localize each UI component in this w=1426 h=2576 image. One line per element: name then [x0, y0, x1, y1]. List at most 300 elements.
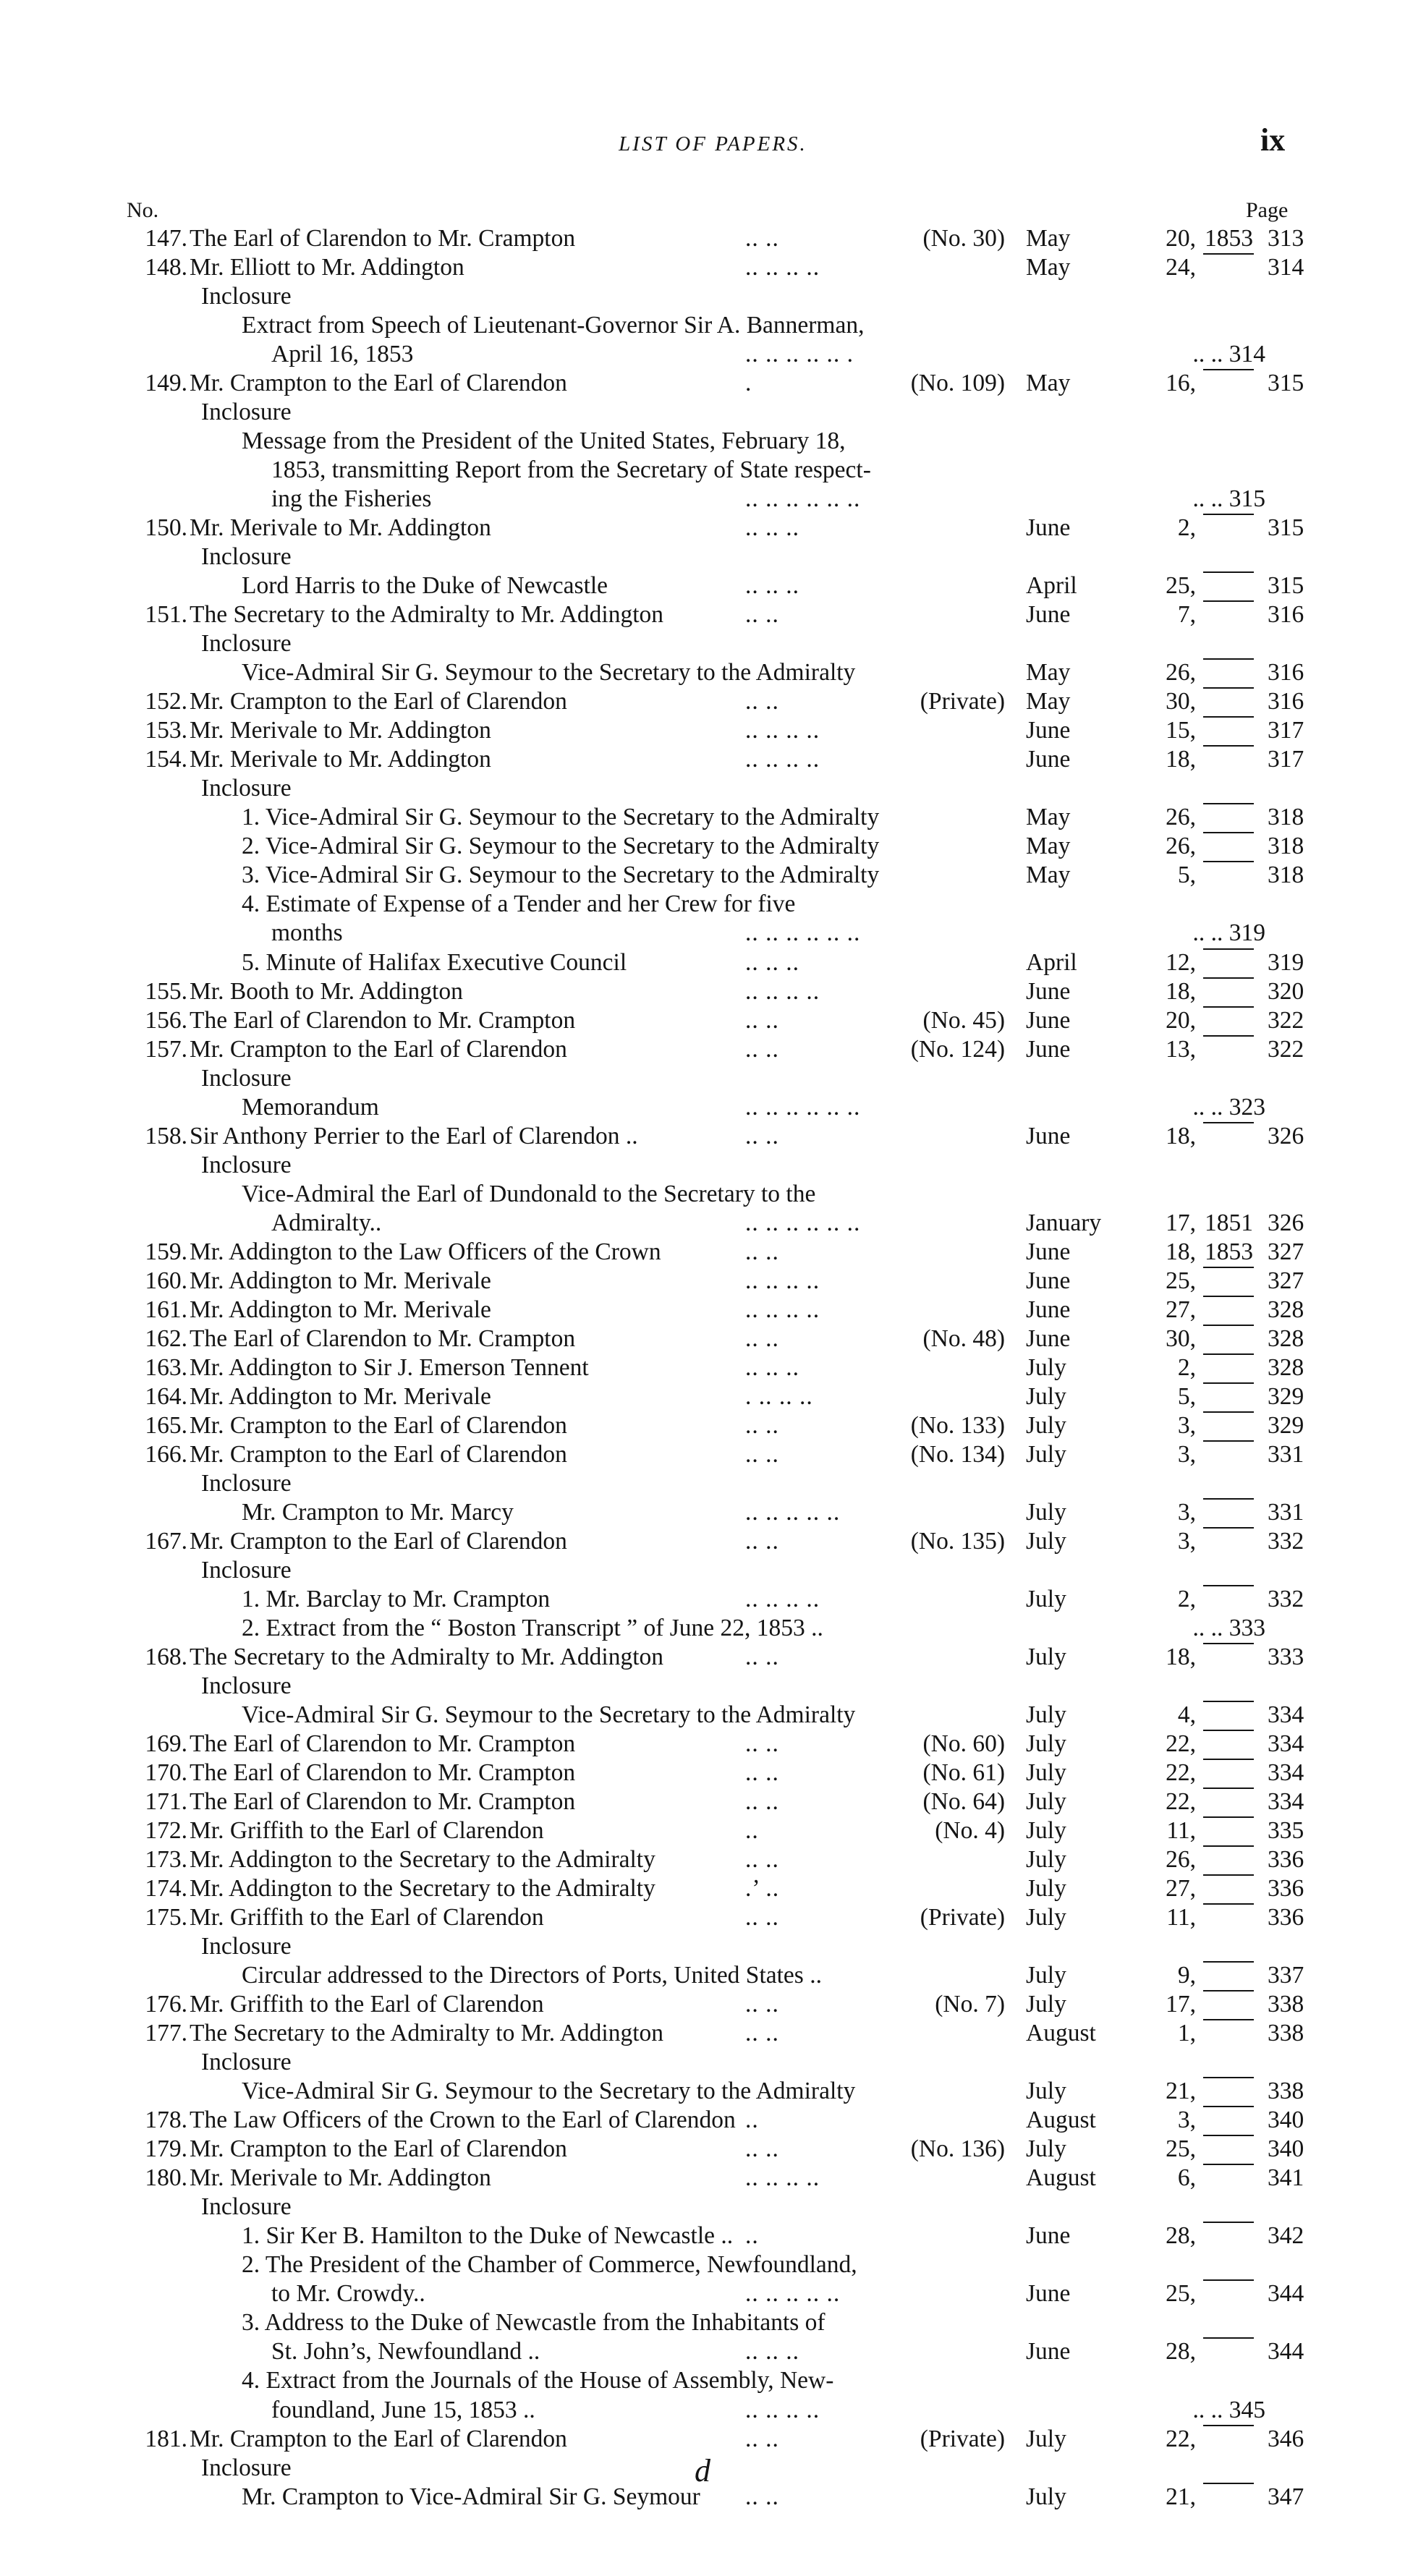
- leader-dots: .. ..: [745, 2425, 779, 2452]
- paper-sub-entry: [0, 485, 1426, 514]
- paper-sub-entry: [0, 1961, 1426, 1990]
- paper-sub-entry: [0, 1556, 1426, 1585]
- entry-number: 169.: [145, 1730, 187, 1758]
- paper-sub-entry: [0, 456, 1426, 485]
- entry-number: 157.: [145, 1035, 187, 1063]
- entry-text: ing the Fisheries: [271, 485, 432, 513]
- dispatch-ref: (No. 48): [922, 1325, 1005, 1352]
- leader-dots: .. ..: [745, 1440, 779, 1468]
- entry-text: The Earl of Clarendon to Mr. Crampton: [190, 1006, 576, 1034]
- entry-text: Vice-Admiral Sir G. Seymour to the Secretary to the Admiralty: [242, 1701, 856, 1729]
- paper-entry: [0, 369, 1426, 398]
- paper-sub-entry: [0, 2483, 1426, 2512]
- leader-dots: . .. .. ..: [745, 1382, 813, 1410]
- leader-dots: .. ..: [745, 1788, 779, 1816]
- entry-page: 336: [1268, 1875, 1304, 1903]
- entry-day: 2,: [1177, 514, 1196, 542]
- entry-page: 332: [1268, 1585, 1304, 1612]
- entry-month: July: [1026, 1585, 1066, 1612]
- entry-month: July: [1026, 1904, 1066, 1931]
- paper-sub-entry: [0, 571, 1426, 600]
- leader-dots: .. ..: [745, 2135, 779, 2163]
- ditto-dash: [1203, 600, 1254, 602]
- ditto-dash: [1203, 687, 1254, 689]
- entry-day: 24,: [1166, 254, 1196, 281]
- entry-text: Mr. Addington to Mr. Merivale: [190, 1296, 491, 1323]
- leader-dots: .. .. .. .. .. ..: [745, 1209, 861, 1236]
- entry-day: 28,: [1166, 2222, 1196, 2250]
- paper-entry: [0, 2019, 1426, 2048]
- entry-day: 26,: [1166, 1846, 1196, 1874]
- ditto-dash: [1203, 1788, 1254, 1789]
- dispatch-ref: (Private): [920, 2425, 1005, 2452]
- entry-day: 2,: [1177, 1353, 1196, 1381]
- paper-entry: [0, 1296, 1426, 1325]
- ditto-dash: [1203, 1874, 1254, 1876]
- entry-day: 11,: [1166, 1817, 1196, 1845]
- ditto-dash: [1203, 1643, 1254, 1644]
- entry-text: Mr. Merivale to Mr. Addington: [190, 717, 491, 744]
- column-header-page: Page: [1246, 198, 1289, 222]
- paper-entry: [0, 1411, 1426, 1440]
- entry-page: 313: [1268, 225, 1304, 252]
- paper-entry: [0, 1382, 1426, 1411]
- entry-number: 165.: [145, 1411, 187, 1439]
- entry-day: 30,: [1166, 1325, 1196, 1352]
- entry-text: 3. Address to the Duke of Newcastle from the Inhabitants of: [242, 2309, 826, 2337]
- ditto-dash: [1203, 803, 1254, 804]
- entry-text: 1. Sir Ker B. Hamilton to the Duke of Newcastle ..: [242, 2222, 734, 2250]
- dispatch-ref: (No. 134): [910, 1440, 1005, 1468]
- entry-month: July: [1026, 1846, 1066, 1874]
- ditto-dash: [1203, 745, 1254, 747]
- ditto-dash: [1203, 2222, 1254, 2223]
- leader-dots: .. .. .. .. .. ..: [745, 1093, 861, 1121]
- entry-number: 174.: [145, 1875, 187, 1903]
- paper-entry: [0, 1730, 1426, 1759]
- column-header-no: No.: [127, 198, 159, 222]
- entry-number: 155.: [145, 977, 187, 1005]
- entry-number: 149.: [145, 370, 187, 397]
- entry-number: 156.: [145, 1006, 187, 1034]
- entry-text: Mr. Merivale to Mr. Addington: [190, 746, 491, 773]
- paper-sub-entry: [0, 2396, 1426, 2425]
- dispatch-ref: (No. 135): [910, 1527, 1005, 1555]
- entry-page: 317: [1268, 717, 1304, 744]
- entry-page: 318: [1268, 862, 1304, 889]
- entry-day: 22,: [1166, 1788, 1196, 1816]
- entry-number: 166.: [145, 1440, 187, 1468]
- paper-sub-entry: [0, 1701, 1426, 1730]
- entry-number: 168.: [145, 1643, 187, 1670]
- leader-dots: .. .. ..: [745, 2338, 799, 2365]
- entry-text: The Earl of Clarendon to Mr. Crampton: [190, 1325, 576, 1352]
- entry-month: June: [1026, 1122, 1071, 1149]
- paper-entry: [0, 1643, 1426, 1672]
- entry-text: 2. Extract from the “ Boston Transcript ” of June 22, 1853 ..: [242, 1614, 823, 1641]
- entry-page: 334: [1268, 1730, 1304, 1758]
- entry-year: 1853: [1205, 1238, 1253, 1265]
- dispatch-ref: (No. 124): [910, 1035, 1005, 1063]
- ditto-dash: [1203, 571, 1254, 573]
- entry-month: June: [1026, 2280, 1071, 2308]
- entry-page: 327: [1268, 1267, 1304, 1294]
- ditto-dash: [1203, 1903, 1254, 1905]
- paper-entry: [0, 253, 1426, 282]
- entry-day: 6,: [1177, 2164, 1196, 2192]
- entry-page: 326: [1268, 1209, 1304, 1236]
- paper-sub-entry: [0, 2308, 1426, 2337]
- entry-month: July: [1026, 2483, 1066, 2510]
- entry-text: Mr. Crampton to the Earl of Clarendon: [190, 1440, 567, 1468]
- entry-month: July: [1026, 1991, 1066, 2018]
- dispatch-ref: (No. 61): [922, 1759, 1005, 1787]
- paper-sub-entry: [0, 1585, 1426, 1614]
- dispatch-ref: (No. 133): [910, 1411, 1005, 1439]
- entry-text: Mr. Addington to the Secretary to the Admiralty: [190, 1875, 655, 1903]
- entry-text: Vice-Admiral Sir G. Seymour to the Secretary to the Admiralty: [242, 2078, 856, 2105]
- leader-dots: .. .. .. ..: [745, 2396, 820, 2423]
- leader-dots: ..: [745, 2222, 759, 2250]
- entry-page: 334: [1268, 1701, 1304, 1729]
- entry-text: 5. Minute of Halifax Executive Council: [242, 948, 627, 976]
- paper-entry: [0, 1527, 1426, 1556]
- entry-month: July: [1026, 1411, 1066, 1439]
- leader-page: .. .. 315: [1192, 485, 1265, 513]
- entry-month: July: [1026, 2135, 1066, 2163]
- leader-dots: .: [745, 370, 752, 397]
- paper-entry: [0, 1353, 1426, 1382]
- entry-text: 1. Vice-Admiral Sir G. Seymour to the Secretary to the Admiralty: [242, 804, 880, 831]
- entry-page: 344: [1268, 2338, 1304, 2365]
- entry-day: 28,: [1166, 2338, 1196, 2365]
- entry-day: 26,: [1166, 659, 1196, 686]
- entry-text: Lord Harris to the Duke of Newcastle: [242, 572, 608, 600]
- paper-entry: [0, 1990, 1426, 2019]
- dispatch-ref: (Private): [920, 688, 1005, 715]
- entry-page: 314: [1268, 254, 1304, 281]
- entry-month: April: [1026, 572, 1077, 600]
- paper-sub-entry: [0, 2048, 1426, 2077]
- entry-day: 20,: [1166, 225, 1196, 252]
- entry-text: Inclosure: [201, 1672, 292, 1699]
- leader-dots: .. ..: [745, 1035, 779, 1063]
- entry-page: 317: [1268, 746, 1304, 773]
- entry-number: 154.: [145, 746, 187, 773]
- entry-month: June: [1026, 1267, 1071, 1294]
- leader-dots: .. .. ..: [745, 1353, 799, 1381]
- entry-text: Inclosure: [201, 1933, 292, 1960]
- entry-number: 162.: [145, 1325, 187, 1352]
- paper-sub-entry: [0, 2279, 1426, 2308]
- entry-text: Mr. Addington to the Law Officers of the Crown: [190, 1238, 661, 1265]
- entry-month: July: [1026, 2425, 1066, 2452]
- entry-page: 322: [1268, 1035, 1304, 1063]
- entry-text: 1853, transmitting Report from the Secretary of State respect-: [271, 456, 871, 484]
- entry-month: July: [1026, 1875, 1066, 1903]
- leader-dots: .. .. ..: [745, 572, 799, 600]
- entry-number: 179.: [145, 2135, 187, 2163]
- paper-entry: [0, 1759, 1426, 1788]
- paper-entry: [0, 2135, 1426, 2164]
- entry-month: January: [1026, 1209, 1102, 1236]
- entry-month: July: [1026, 1701, 1066, 1729]
- dispatch-ref: (No. 64): [922, 1788, 1005, 1816]
- entry-page: 331: [1268, 1440, 1304, 1468]
- entry-month: June: [1026, 601, 1071, 629]
- entry-number: 164.: [145, 1382, 187, 1410]
- entry-month: July: [1026, 1962, 1066, 1989]
- leader-dots: .. .. .. ..: [745, 746, 820, 773]
- entry-day: 5,: [1177, 1382, 1196, 1410]
- leader-dots: .. .. .. ..: [745, 254, 820, 281]
- entry-day: 21,: [1166, 2078, 1196, 2105]
- entry-text: 1. Mr. Barclay to Mr. Crampton: [242, 1585, 551, 1612]
- signature-mark: d: [695, 2453, 710, 2488]
- entry-text: The Secretary to the Admiralty to Mr. Addington: [190, 2020, 664, 2047]
- entry-number: 152.: [145, 688, 187, 715]
- entry-text: Mr. Crampton to the Earl of Clarendon: [190, 1527, 567, 1555]
- entry-number: 163.: [145, 1353, 187, 1381]
- entry-month: July: [1026, 1817, 1066, 1845]
- paper-sub-entry: [0, 427, 1426, 456]
- entry-day: 27,: [1166, 1875, 1196, 1903]
- entry-month: May: [1026, 688, 1071, 715]
- entry-text: Mr. Addington to Mr. Merivale: [190, 1267, 491, 1294]
- paper-sub-entry: [0, 919, 1426, 948]
- entry-text: Inclosure: [201, 1151, 292, 1178]
- paper-sub-entry: [0, 1498, 1426, 1527]
- entry-text: The Earl of Clarendon to Mr. Crampton: [190, 225, 576, 252]
- paper-sub-entry: [0, 1209, 1426, 1238]
- paper-sub-entry: [0, 2366, 1426, 2395]
- entry-number: 150.: [145, 514, 187, 542]
- dispatch-ref: (No. 7): [935, 1991, 1005, 2018]
- entry-month: July: [1026, 1730, 1066, 1758]
- ditto-dash: [1203, 1006, 1254, 1008]
- entry-day: 3,: [1177, 1411, 1196, 1439]
- paper-sub-entry: [0, 861, 1426, 890]
- entry-month: June: [1026, 717, 1071, 744]
- entry-month: July: [1026, 1382, 1066, 1410]
- entry-day: 18,: [1166, 1643, 1196, 1670]
- entry-page: 328: [1268, 1296, 1304, 1323]
- entry-text: foundland, June 15, 1853 ..: [271, 2396, 535, 2423]
- leader-dots: ..: [745, 1817, 759, 1845]
- entry-text: Inclosure: [201, 1469, 292, 1497]
- entry-text: Inclosure: [201, 2049, 292, 2076]
- entry-day: 16,: [1166, 370, 1196, 397]
- paper-sub-entry: [0, 398, 1426, 427]
- leader-dots: .. .. .. ..: [745, 1267, 820, 1294]
- entry-day: 22,: [1166, 1730, 1196, 1758]
- paper-entry: [0, 687, 1426, 716]
- paper-sub-entry: [0, 2222, 1426, 2250]
- entry-page: 334: [1268, 1759, 1304, 1787]
- entry-text: Mr. Crampton to the Earl of Clarendon: [190, 688, 567, 715]
- entry-day: 17,: [1166, 1209, 1196, 1236]
- leader-dots: .. ..: [745, 2020, 779, 2047]
- ditto-dash: [1203, 2279, 1254, 2281]
- entry-month: May: [1026, 225, 1071, 252]
- ditto-dash: [1203, 832, 1254, 833]
- entry-text: Mr. Griffith to the Earl of Clarendon: [190, 1817, 544, 1845]
- entry-day: 26,: [1166, 804, 1196, 831]
- entry-day: 25,: [1166, 572, 1196, 600]
- entry-month: July: [1026, 1440, 1066, 1468]
- leader-dots: .. ..: [745, 1122, 779, 1149]
- leader-dots: .. .. .. .. .. ..: [745, 485, 861, 513]
- entry-page: 335: [1268, 1817, 1304, 1845]
- entry-page: 319: [1268, 948, 1304, 976]
- dispatch-ref: (No. 30): [922, 225, 1005, 252]
- entry-month: June: [1026, 1325, 1071, 1352]
- entry-text: Mr. Addington to Mr. Merivale: [190, 1382, 491, 1410]
- entry-page: 318: [1268, 833, 1304, 860]
- entry-text: Circular addressed to the Directors of Ports, United States ..: [242, 1962, 822, 1989]
- leader-dots: .. ..: [745, 2483, 779, 2510]
- entry-text: Inclosure: [201, 1556, 292, 1584]
- paper-entry: [0, 2164, 1426, 2193]
- entry-month: June: [1026, 977, 1071, 1005]
- entry-page: 318: [1268, 804, 1304, 831]
- paper-entry: [0, 1035, 1426, 1064]
- entry-month: July: [1026, 1759, 1066, 1787]
- entry-page: 328: [1268, 1325, 1304, 1352]
- entry-text: Inclosure: [201, 2193, 292, 2221]
- entry-page: 315: [1268, 514, 1304, 542]
- paper-entry: [0, 514, 1426, 543]
- paper-entry: [0, 745, 1426, 774]
- leader-dots: .. .. .. ..: [745, 1296, 820, 1323]
- entry-number: 173.: [145, 1846, 187, 1874]
- entry-text: 4. Extract from the Journals of the House of Assembly, New-: [242, 2367, 834, 2394]
- entry-page: 331: [1268, 1498, 1304, 1526]
- paper-sub-entry: [0, 629, 1426, 658]
- entry-day: 12,: [1166, 948, 1196, 976]
- leader-dots: .. ..: [745, 1904, 779, 1931]
- paper-sub-entry: [0, 948, 1426, 977]
- entry-number: 167.: [145, 1527, 187, 1555]
- paper-sub-entry: [0, 1932, 1426, 1961]
- ditto-dash: [1203, 2337, 1254, 2339]
- entry-page: 346: [1268, 2425, 1304, 2452]
- entry-number: 159.: [145, 1238, 187, 1265]
- entry-day: 4,: [1177, 1701, 1196, 1729]
- entry-day: 18,: [1166, 1122, 1196, 1149]
- leader-dots: .. ..: [745, 1730, 779, 1758]
- ditto-dash: [1203, 716, 1254, 718]
- entry-text: Mr. Crampton to the Earl of Clarendon: [190, 1411, 567, 1439]
- ditto-dash: [1203, 658, 1254, 660]
- paper-sub-entry: [0, 1151, 1426, 1180]
- entry-page: 316: [1268, 688, 1304, 715]
- entry-text: The Secretary to the Admiralty to Mr. Addington: [190, 1643, 664, 1670]
- entry-text: Inclosure: [201, 543, 292, 571]
- entry-day: 20,: [1166, 1006, 1196, 1034]
- entry-page: 340: [1268, 2135, 1304, 2163]
- ditto-dash: [1203, 948, 1254, 950]
- ditto-dash: [1203, 1296, 1254, 1297]
- entry-month: May: [1026, 833, 1071, 860]
- ditto-dash: [1203, 2106, 1254, 2107]
- entry-month: April: [1026, 948, 1077, 976]
- entry-number: 181.: [145, 2425, 187, 2452]
- paper-entry: [0, 1440, 1426, 1469]
- leader-dots: .. ..: [745, 688, 779, 715]
- dispatch-ref: (No. 45): [922, 1006, 1005, 1034]
- entry-text: Mr. Griffith to the Earl of Clarendon: [190, 1991, 544, 2018]
- entry-month: May: [1026, 370, 1071, 397]
- dispatch-ref: (No. 136): [910, 2135, 1005, 2163]
- leader-dots: .. .. ..: [745, 514, 799, 542]
- entry-text: Inclosure: [201, 2454, 292, 2481]
- dispatch-ref: (Private): [920, 1904, 1005, 1931]
- entry-text: The Earl of Clarendon to Mr. Crampton: [190, 1730, 576, 1758]
- entry-day: 3,: [1177, 1527, 1196, 1555]
- entry-text: 3. Vice-Admiral Sir G. Seymour to the Secretary to the Admiralty: [242, 862, 880, 889]
- entry-page: 336: [1268, 1846, 1304, 1874]
- paper-entry: [0, 2106, 1426, 2135]
- ditto-dash: [1203, 1411, 1254, 1413]
- entry-page: 333: [1268, 1643, 1304, 1670]
- entry-day: 21,: [1166, 2483, 1196, 2510]
- dispatch-ref: (No. 60): [922, 1730, 1005, 1758]
- paper-sub-entry: [0, 1180, 1426, 1209]
- entry-number: 148.: [145, 254, 187, 281]
- entry-text: Mr. Griffith to the Earl of Clarendon: [190, 1904, 544, 1931]
- entry-day: 25,: [1166, 2280, 1196, 2308]
- entry-month: July: [1026, 1527, 1066, 1555]
- entry-day: 3,: [1177, 1440, 1196, 1468]
- entry-month: June: [1026, 746, 1071, 773]
- entry-day: 3,: [1177, 2107, 1196, 2134]
- entry-page: 316: [1268, 659, 1304, 686]
- paper-entry: [0, 600, 1426, 629]
- dispatch-ref: (No. 4): [935, 1817, 1005, 1845]
- ditto-dash: [1203, 1325, 1254, 1326]
- entry-page: 332: [1268, 1527, 1304, 1555]
- entry-page: 326: [1268, 1122, 1304, 1149]
- entry-day: 2,: [1177, 1585, 1196, 1612]
- paper-sub-entry: [0, 832, 1426, 861]
- entry-day: 25,: [1166, 2135, 1196, 2163]
- entry-text: April 16, 1853: [271, 341, 414, 368]
- leader-dots: .. ..: [745, 1238, 779, 1265]
- entry-number: 178.: [145, 2107, 187, 2134]
- leader-dots: .. .. ..: [745, 948, 799, 976]
- entry-text: St. John’s, Newfoundland ..: [271, 2338, 540, 2365]
- entry-page: 316: [1268, 601, 1304, 629]
- ditto-dash: [1203, 514, 1254, 515]
- paper-entry: [0, 1006, 1426, 1035]
- leader-page: .. .. 345: [1192, 2396, 1265, 2423]
- ditto-dash: [1203, 253, 1254, 255]
- entry-text: 4. Estimate of Expense of a Tender and her Crew for five: [242, 890, 796, 918]
- entry-month: July: [1026, 1353, 1066, 1381]
- entry-month: June: [1026, 2338, 1071, 2365]
- entry-day: 18,: [1166, 977, 1196, 1005]
- entry-page: 347: [1268, 2483, 1304, 2510]
- ditto-dash: [1203, 1353, 1254, 1355]
- entry-month: August: [1026, 2164, 1096, 2192]
- entry-number: 170.: [145, 1759, 187, 1787]
- paper-sub-entry: [0, 1064, 1426, 1093]
- entry-page: 320: [1268, 977, 1304, 1005]
- leader-dots: .. ..: [745, 1527, 779, 1555]
- entry-page: 334: [1268, 1788, 1304, 1816]
- ditto-dash: [1203, 2483, 1254, 2484]
